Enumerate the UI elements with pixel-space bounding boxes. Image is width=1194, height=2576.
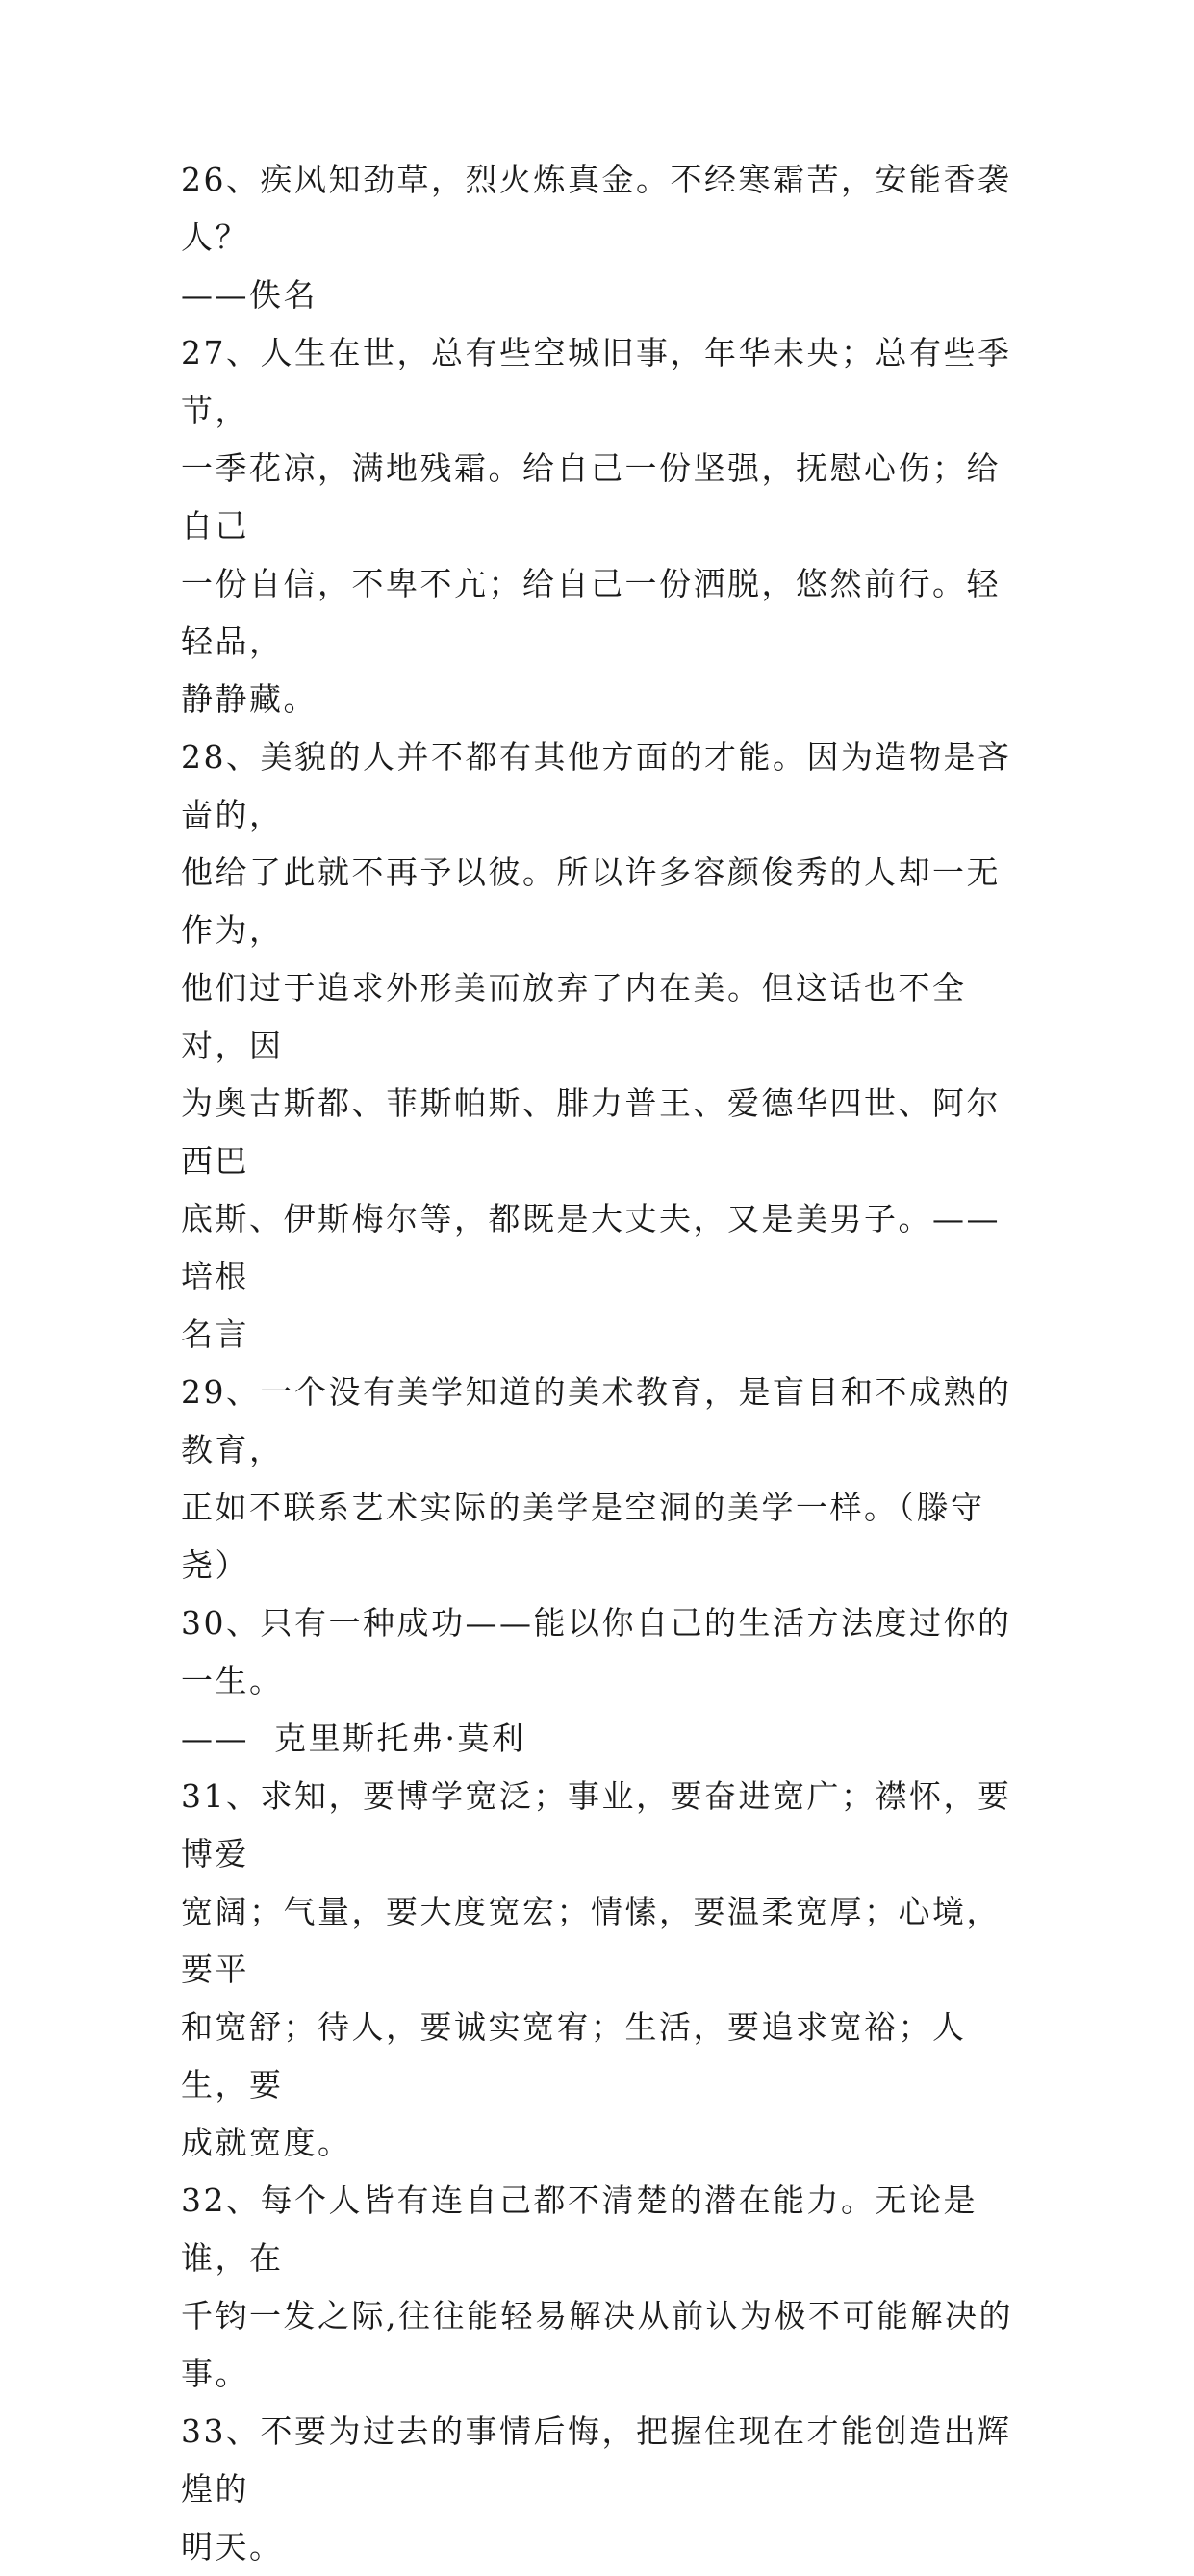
text-line: 30、只有一种成功——能以你自己的生活方法度过你的一生。 [181,1604,1012,1699]
text-line: 宽阔；气量，要大度宽宏；情愫，要温柔宽厚；心境，要平 [181,1893,1001,1988]
text-line: 29、一个没有美学知道的美术教育，是盲目和不成熟的教育， [181,1373,1012,1468]
text-line: 他给了此就不再予以彼。所以许多容颜俊秀的人却一无作为， [181,854,1001,949]
text-line: 31、求知，要博学宽泛；事业，要奋进宽广；襟怀，要博爱 [181,1777,1012,1873]
text-line: 他们过于追求外形美而放弃了内在美。但这话也不全对，因 [181,969,967,1064]
text-line: 和宽舒；待人，要诚实宽宥；生活，要追求宽裕；人生，要 [181,2008,967,2104]
text-line: 千钧一发之际,往往能轻易解决从前认为极不可能解决的事。 [181,2297,1013,2392]
document-body [181,151,1028,2576]
text-line: 正如不联系艺术实际的美学是空洞的美学一样。（滕守尧） [181,1489,985,1584]
text-line: 一季花凉，满地残霜。给自己一份坚强，抚慰心伤；给自己 [181,449,1001,545]
text-line: 28、美貌的人并不都有其他方面的才能。因为造物是吝啬的， [181,738,1012,833]
text-line: 26、疾风知劲草，烈火炼真金。不经寒霜苦，安能香袭人？ [181,161,1012,256]
text-line: 32、每个人皆有连自己都不清楚的潜在能力。无论是谁，在 [181,2181,978,2277]
text-line: 静静藏。 [181,680,318,718]
text-line: 33、不要为过去的事情后悔，把握住现在才能创造出辉煌的 [181,2412,1012,2508]
text-line: 27、人生在世，总有些空城旧事，年华未央；总有些季节， [181,334,1012,429]
text-line: 一份自信，不卑不亢；给自己一份洒脱，悠然前行。轻轻品， [181,565,1001,660]
text-line: —— 克里斯托弗·莫利 [181,1720,526,1757]
text-line: ——佚名 [181,276,318,314]
text-line: 明天。 [181,2528,284,2565]
text-line: 成就宽度。 [181,2124,352,2161]
text-line: 底斯、伊斯梅尔等，都既是大丈夫，又是美男子。——培根 [181,1200,1001,1295]
text-line: 名言 [181,1315,249,1353]
text-line: 为奥古斯都、菲斯帕斯、腓力普王、爱德华四世、阿尔西巴 [181,1084,1001,1180]
